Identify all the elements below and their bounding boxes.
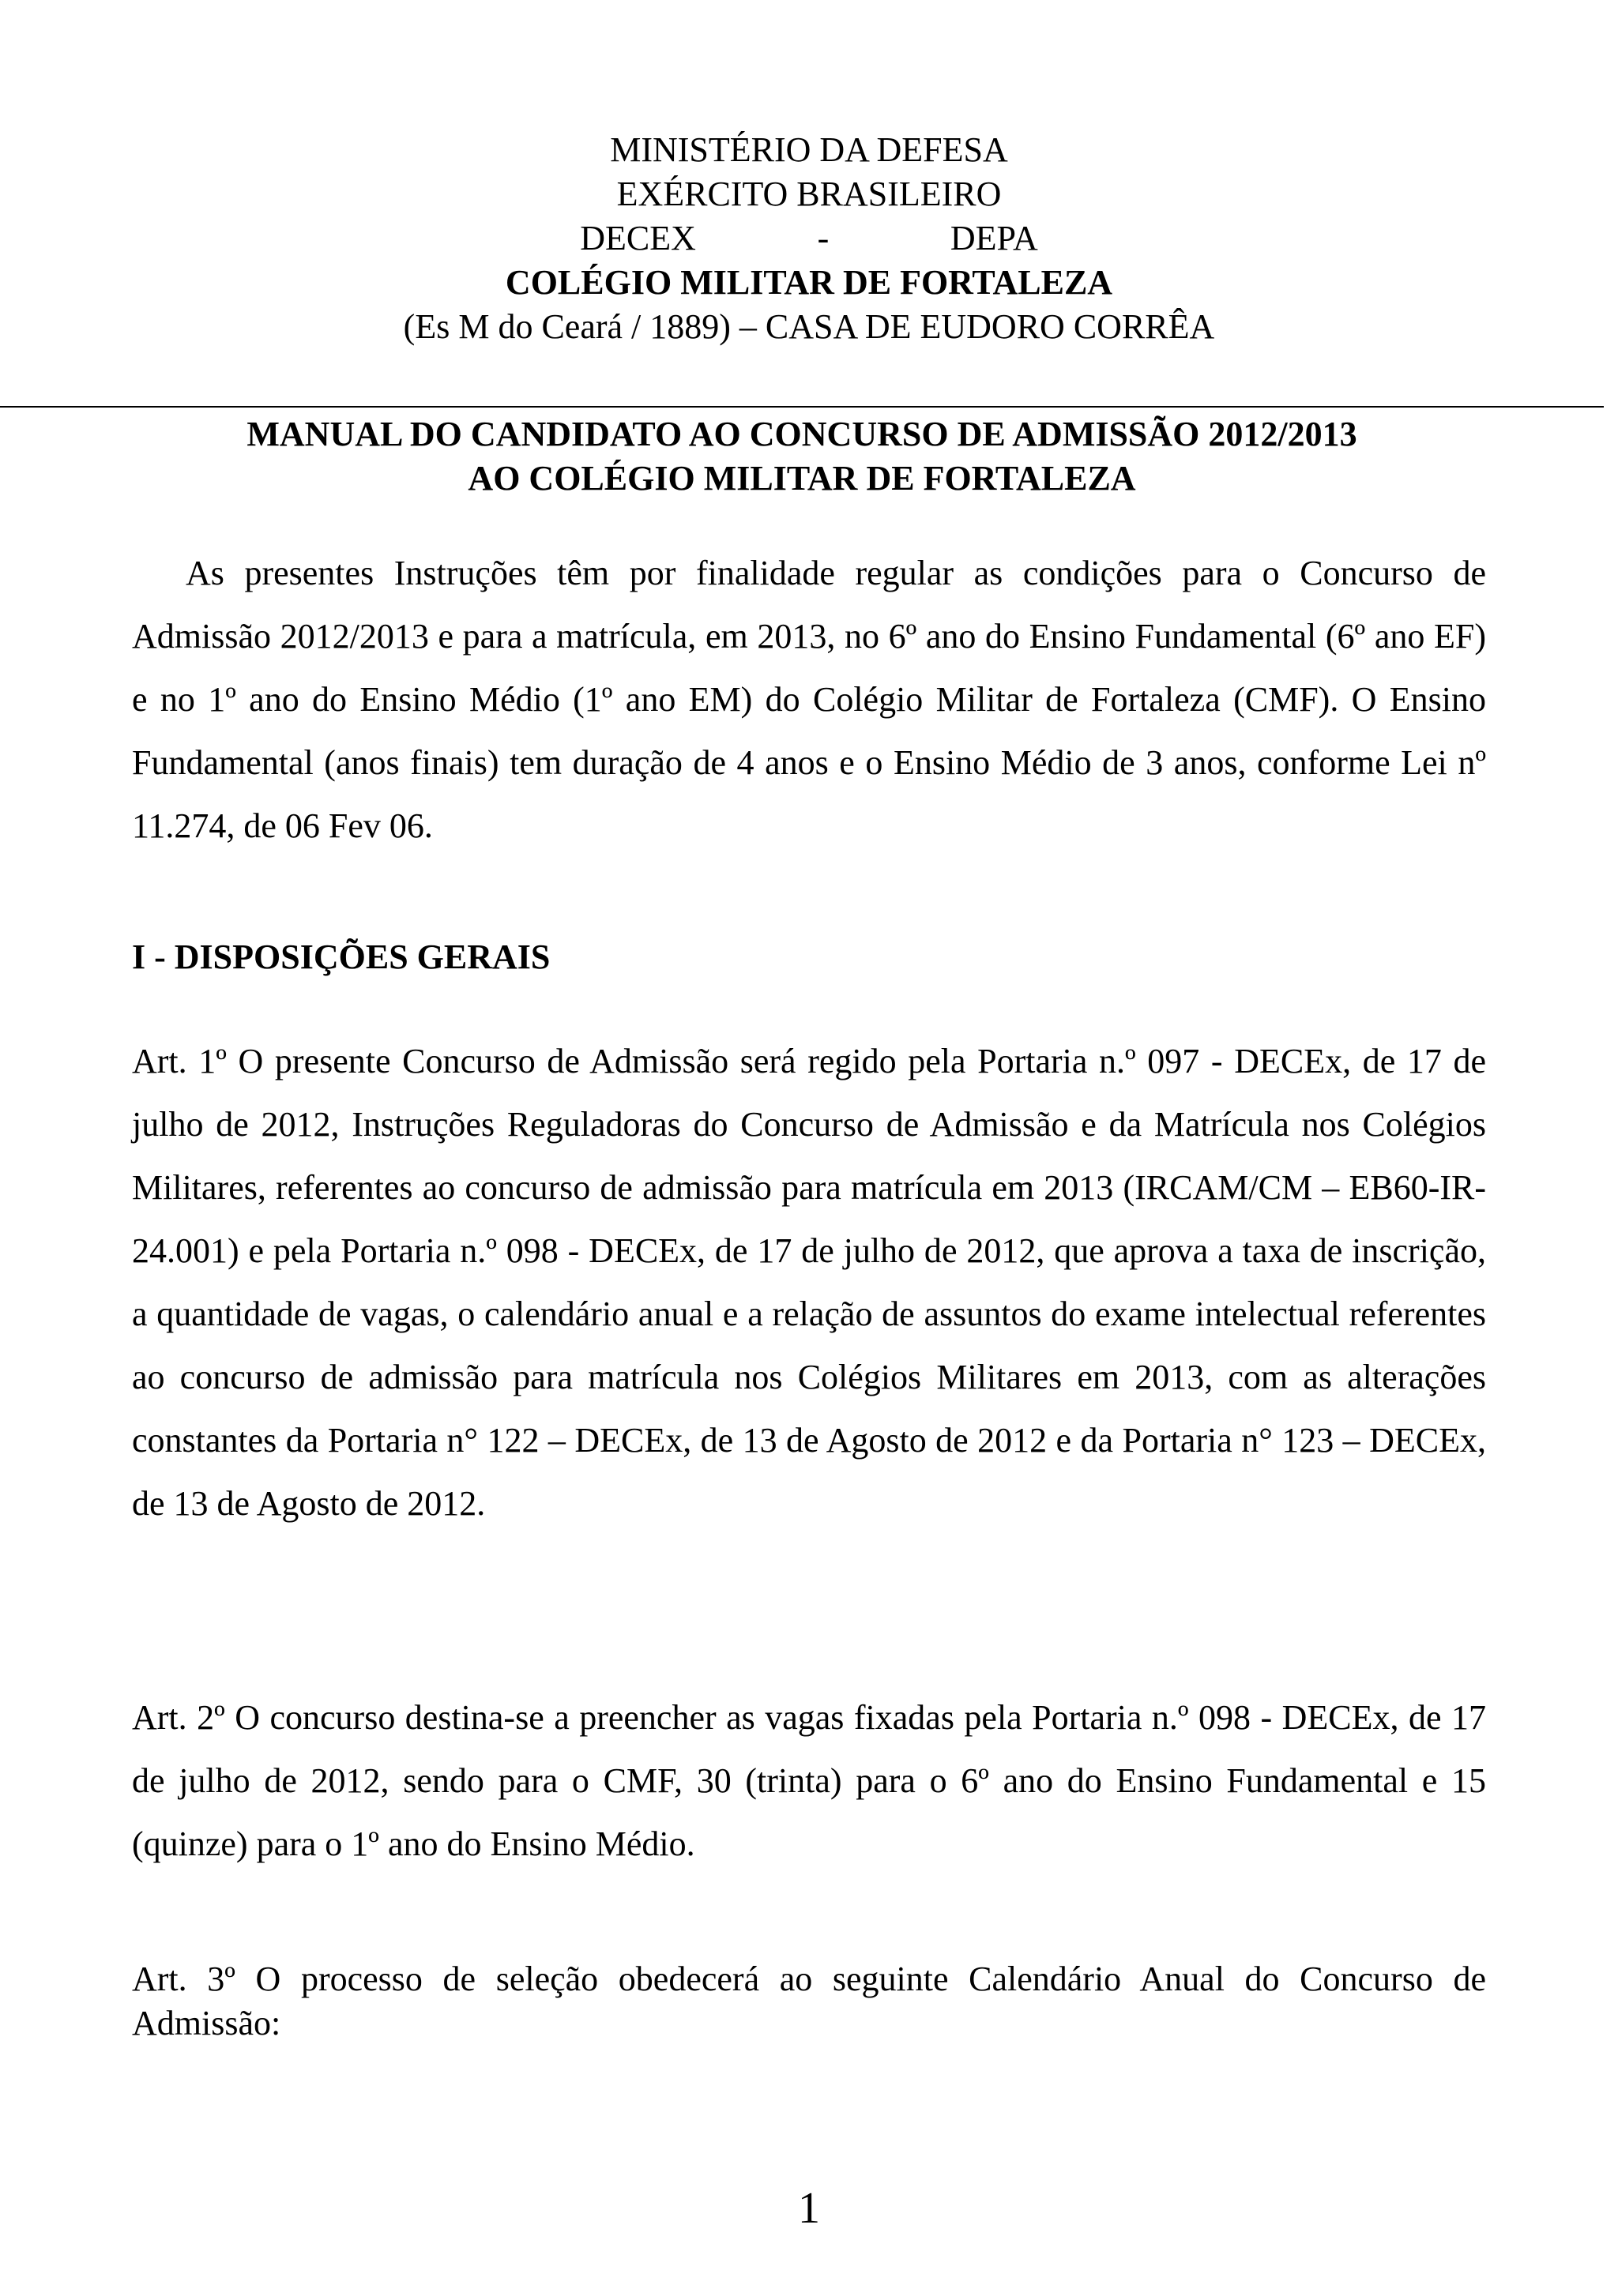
school-name: COLÉGIO MILITAR DE FORTALEZA [505, 263, 1113, 302]
article-1: Art. 1º O presente Concurso de Admissão será regido pela Portaria n.º 097 - DECEx, de 17 de julho de 2012, Instruções Reguladoras do Concurso de Admissão e da Matrícula nos Colégios Militares, referentes ao concurso de admissão para matrícula em 2013 (IRCAM/CM – EB60-IR-24.001) e pela Portaria n.º 098 - DECEx, de 17 de julho de 2012, que aprova a taxa de inscrição, a quantidade de vagas, o calendário anual e a relação de assuntos do exame intelectual referentes ao concurso de admissão para matrícula nos Colégios Militares em 2013, com as alterações constantes da Portaria n° 122 – DECEx, de 13 de Agosto de 2012 e da Portaria n° 123 – DECEx, de 13 de Agosto de 2012. [132, 1042, 1486, 1523]
intro-paragraph: As presentes Instruções têm por finalidade regular as condições para o Concurso de Admissão 2012/2013 e para a matrícula, em 2013, no 6º ano do Ensino Fundamental (6º ano EF) e no 1º ano do Ensino Médio (1º ano EM) do Colégio Militar de Fortaleza (CMF). O Ensino Fundamental (anos finais) tem duração de 4 anos e o Ensino Médio de 3 anos, conforme Lei nº 11.274, de 06 Fev 06. [132, 554, 1486, 845]
department-line [0, 216, 1618, 261]
manual-title-line-2: AO COLÉGIO MILITAR DE FORTALEZA [468, 459, 1136, 498]
manual-title [0, 412, 1604, 501]
decex-label: DECEX [580, 219, 696, 257]
manual-title-line-1: MANUAL DO CANDIDATO AO CONCURSO DE ADMISSÃO 2012/2013 [246, 415, 1357, 453]
document-header [0, 128, 1618, 349]
article-3: Art. 3º O processo de seleção obedecerá ao seguinte Calendário Anual do Concurso de Admissão: [132, 1960, 1486, 2042]
army-line: EXÉRCITO BRASILEIRO [616, 175, 1002, 213]
article-2: Art. 2º O concurso destina-se a preencher as vagas fixadas pela Portaria n.º 098 - DECEx, de 17 de julho de 2012, sendo para o CMF, 30 (trinta) para o 6º ano do Ensino Fundamental e 15 (quinze) para o 1º ano do Ensino Médio. [132, 1698, 1486, 1863]
header-divider [0, 406, 1604, 408]
department-separator: - [817, 219, 830, 257]
section-heading: I - DISPOSIÇÕES GERAIS [132, 938, 551, 976]
depa-label: DEPA [950, 219, 1038, 257]
ministry-line: MINISTÉRIO DA DEFESA [610, 130, 1008, 169]
school-subtitle: (Es M do Ceará / 1889) – CASA DE EUDORO CORRÊA [403, 307, 1215, 346]
page-number: 1 [798, 2184, 820, 2233]
